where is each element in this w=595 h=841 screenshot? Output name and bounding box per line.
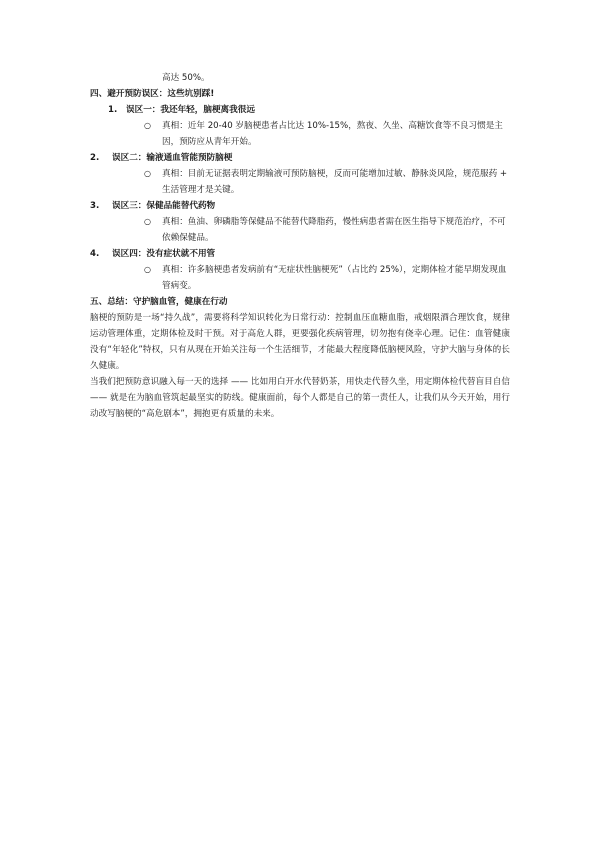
document-page [90,70,510,422]
myth-2-title: 误区二：输液通血管能预防脑梗 [112,153,233,163]
summary-paragraph-1: 脑梗的预防是一场“持久战”，需要将科学知识转化为日常行动：控制血压血糖血脂，戒烟限酒合理饮食，规律运动管理体重，定期体检及时干预。对于高危人群，更要强化疾病管理，切勿抱有侥幸心理。记住：血管健康没有“年轻化”特权，只有从现在开始关注每一个生活细节，才能最大程度降低脑梗风险，守护大脑与身体的长久健康。 [90,313,510,371]
bullet-circle-icon: ○ [144,217,151,226]
section-5-heading: 五、总结：守护脑血管，健康在行动 [90,297,228,307]
myth-3-fact-text: 真相：鱼油、卵磷脂等保健品不能替代降脂药，慢性病患者需在医生指导下规范治疗，不可依赖保健品。 [162,217,506,243]
myth-item-2 [90,150,510,166]
myth-item-1 [90,102,510,118]
myth-item-4 [90,246,510,262]
myth-1-fact [90,118,510,150]
bullet-circle-icon: ○ [144,121,151,130]
myth-1-number: 1. [108,105,118,115]
myth-4-title: 误区四：没有症状就不用管 [112,249,216,259]
myth-4-fact-text: 真相：许多脑梗患者发病前有“无症状性脑梗死”（占比约 25%），定期体检才能早期发现血管病变。 [162,265,507,291]
myth-2-fact-text: 真相：目前无证据表明定期输液可预防脑梗，反而可能增加过敏、静脉炎风险，规范服药 + 生活管理才是关键。 [162,169,508,195]
myth-4-number: 4. [90,249,100,259]
myth-2-number: 2. [90,153,100,163]
myth-3-fact [90,214,510,246]
myth-4-fact [90,262,510,294]
myth-3-title: 误区三：保健品能替代药物 [112,201,216,211]
continuation-text: 高达 50%。 [162,73,210,83]
myth-2-fact [90,166,510,198]
bullet-circle-icon: ○ [144,169,151,178]
myth-1-title: 误区一：我还年轻，脑梗离我很远 [126,105,255,115]
section-4-heading: 四、避开预防误区：这些坑别踩! [90,89,215,99]
myth-1-fact-text: 真相：近年 20-40 岁脑梗患者占比达 10%-15%，熬夜、久坐、高糖饮食等不良习惯是主因，预防应从青年开始。 [162,121,503,147]
bullet-circle-icon: ○ [144,265,151,274]
myth-item-3 [90,198,510,214]
myth-3-number: 3. [90,201,100,211]
summary-paragraph-2: 当我们把预防意识融入每一天的选择 —— 比如用白开水代替奶茶，用快走代替久坐，用定期体检代替盲目自信 —— 就是在为脑血管筑起最坚实的防线。健康面前，每个人都是自己的第一责任人，让我们从今天开始，用行动改写脑梗的“高危剧本”，拥抱更有质量的未来。 [90,377,510,419]
